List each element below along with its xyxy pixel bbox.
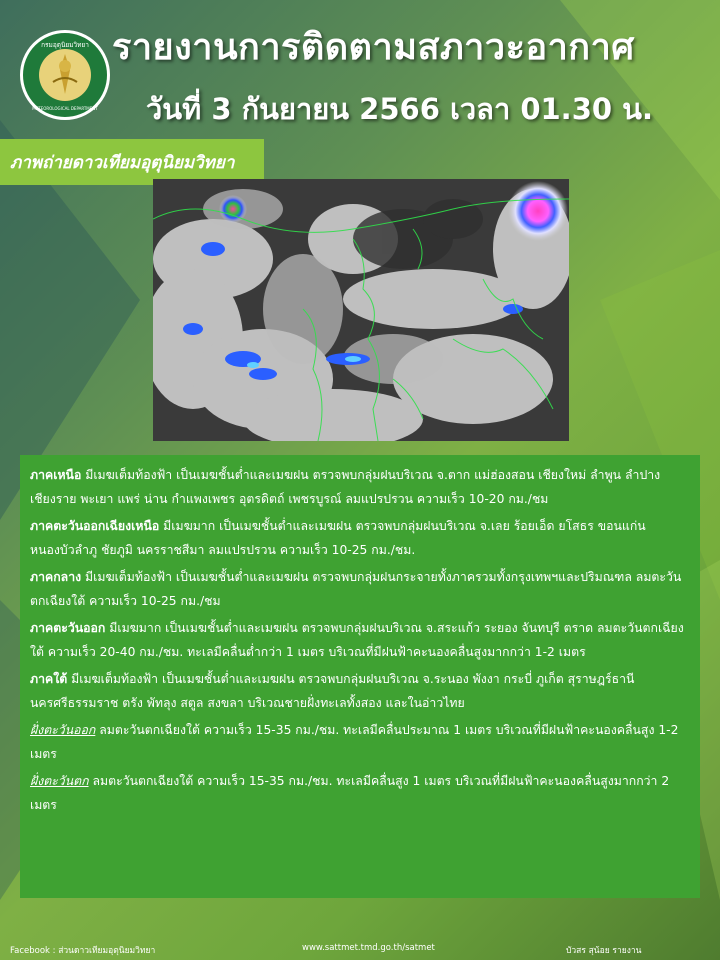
report-central <box>30 565 686 613</box>
section-label: ภาพถ่ายดาวเทียมอุตุนิยมวิทยา <box>0 139 264 185</box>
report-date: วันที่ 3 กันยายน 2566 เวลา 01.30 น. <box>146 92 653 126</box>
report-north <box>30 463 686 511</box>
east-coast-text: ลมตะวันตกเฉียงใต้ ความเร็ว 15-35 กม./ชม. ทะเลมีคลื่นประมาณ 1 เมตร บริเวณที่มีฝนฟ้าคะนองคลื่นสูง 1-2 เมตร <box>30 723 679 761</box>
footer-website: www.sattmet.tmd.go.th/satmet <box>302 943 435 953</box>
report-east <box>30 616 686 664</box>
north-label: ภาคเหนือ <box>30 468 82 482</box>
footer <box>0 940 720 960</box>
central-text: มีเมฆเต็มท้องฟ้า เป็นเมฆชั้นต่ำและเมฆฝน ตรวจพบกลุ่มฝนกระจายทั้งภาครวมทั้งกรุงเทพฯและปริมณฑล ลมตะวันตกเฉียงใต้ ความเร็ว 10-25 กม./ชม <box>30 570 682 608</box>
report-south <box>30 667 686 715</box>
tmd-logo <box>20 30 110 120</box>
east-label: ภาคตะวันออก <box>30 621 106 635</box>
east-text: มีเมฆมาก เป็นเมฆชั้นต่ำและเมฆฝน ตรวจพบกลุ่มฝนบริเวณ จ.สระแก้ว ระยอง จันทบุรี ตราด ลมตะวันตกเฉียงใต้ ความเร็ว 20-40 กม./ชม. ทะเลมีคลื่นต่ำกว่า 1 เมตร บริเวณที่มีฝนฟ้าคะนองคลื่นสูงมากกว่า 1-2 เมตร <box>30 621 684 659</box>
northeast-label: ภาคตะวันออกเฉียงเหนือ <box>30 519 160 533</box>
south-text: มีเมฆเต็มท้องฟ้า เป็นเมฆชั้นต่ำและเมฆฝน ตรวจพบกลุ่มฝนบริเวณ จ.ระนอง พังงา กระบี่ ภูเก็ต สุราษฎร์ธานี นครศรีธรรมราช ตรัง พัทลุง สตูล สงขลา บริเวณชายฝั่งทะเลทั้งสอง และในอ่าวไทย <box>30 672 635 710</box>
south-label: ภาคใต้ <box>30 672 68 686</box>
report-west-coast <box>30 769 686 817</box>
logo-text-top: กรมอุตุนิยมวิทยา <box>41 41 89 49</box>
weather-report-panel <box>20 455 700 898</box>
satellite-image <box>153 179 569 441</box>
west-coast-label: ฝั่งตะวันตก <box>30 774 89 788</box>
logo-text-bottom: METEOROLOGICAL DEPARTMENT <box>32 106 98 111</box>
west-coast-text: ลมตะวันตกเฉียงใต้ ความเร็ว 15-35 กม./ชม. ทะเลมีคลื่นสูง 1 เมตร บริเวณที่มีฝนฟ้าคะนองคลื่นสูงมากกว่า 2 เมตร <box>30 774 670 812</box>
report-northeast <box>30 514 686 562</box>
page-title: รายงานการติดตามสภาวะอากาศ <box>112 27 635 68</box>
central-label: ภาคกลาง <box>30 570 82 584</box>
report-east-coast <box>30 718 686 766</box>
east-coast-label: ฝั่งตะวันออก <box>30 723 96 737</box>
footer-facebook: Facebook : ส่วนดาวเทียมอุตุนิยมวิทยา <box>10 946 156 956</box>
tmd-emblem-icon <box>26 36 104 114</box>
north-text: มีเมฆเต็มท้องฟ้า เป็นเมฆชั้นต่ำและเมฆฝน ตรวจพบกลุ่มฝนบริเวณ จ.ตาก แม่ฮ่องสอน เชียงใหม่ ลำพูน ลำปาง เชียงราย พะเยา แพร่ น่าน กำแพงเพชร อุตรดิตถ์ เพชรบูรณ์ ลมแปรปรวน ความเร็ว 10-20 กม./ชม <box>30 468 661 506</box>
northeast-text: มีเมฆมาก เป็นเมฆชั้นต่ำและเมฆฝน ตรวจพบกลุ่มฝนบริเวณ จ.เลย ร้อยเอ็ด ยโสธร ขอนแก่น หนองบัวลำภู ชัยภูมิ นครราชสีมา ลมแปรปรวน ความเร็ว 10-25 กม./ชม. <box>30 519 646 557</box>
footer-reporter: บัวสร สุน้อย รายงาน <box>566 946 642 956</box>
